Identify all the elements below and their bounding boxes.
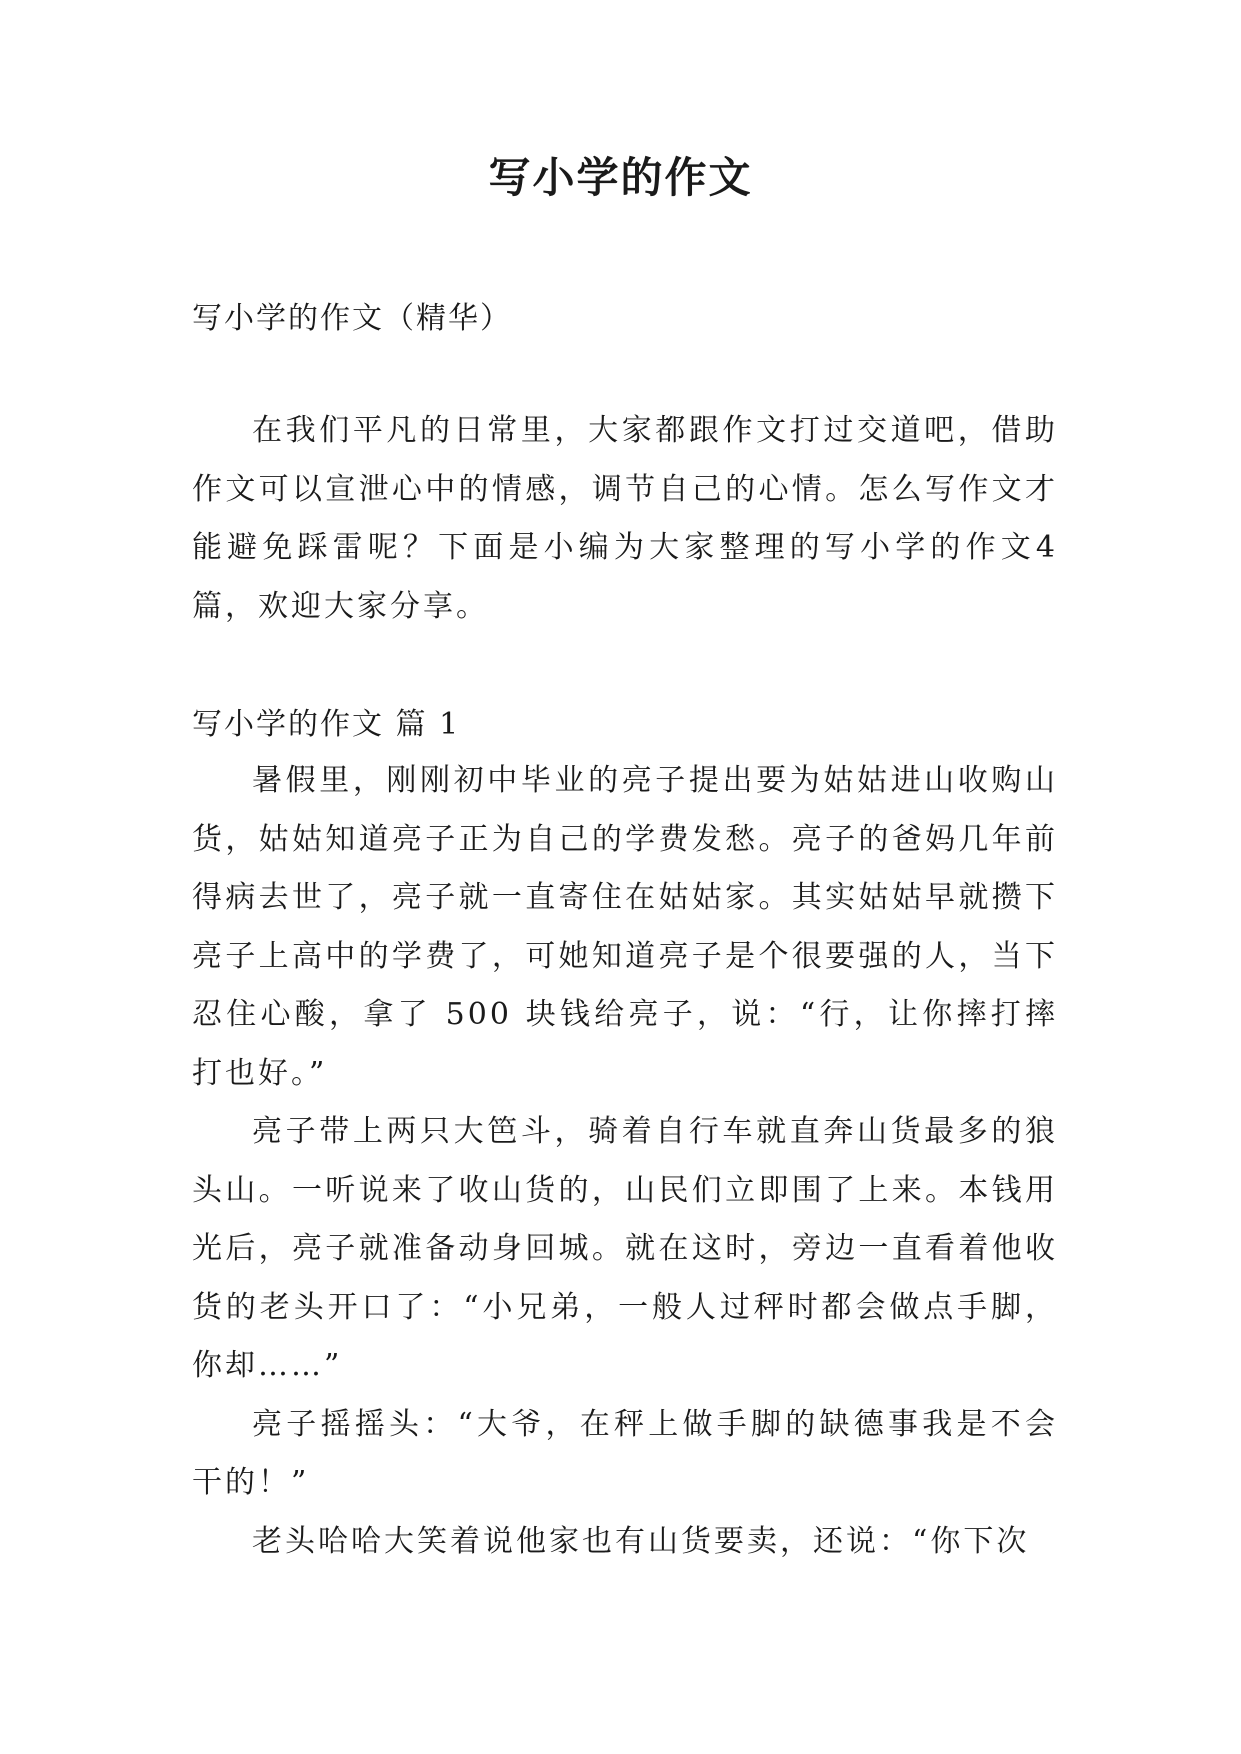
document-title: 写小学的作文 <box>488 153 753 202</box>
intro-paragraph: 在我们平凡的日常里，大家都跟作文打过交道吧，借助作文可以宣泄心中的情感，调节自己的心情。怎么写作文才能避免踩雷呢？下面是小编为大家整理的写小学的作文4篇，欢迎大家分享。 <box>192 413 1058 624</box>
intro-section <box>192 402 1058 636</box>
story-paragraph: 亮子摇摇头：“大爷，在秤上做手脚的缺德事我是不会干的！” <box>192 1406 1058 1500</box>
story-body <box>192 752 1058 1571</box>
story-paragraph: 暑假里，刚刚初中毕业的亮子提出要为姑姑进山收购山货，姑姑知道亮子正为自己的学费发愁。亮子的爸妈几年前得病去世了，亮子就一直寄住在姑姑家。其实姑姑早就攒下亮子上高中的学费了，可她知道亮子是个很要强的人，当下忍住心酸，拿了 500 块钱给亮子，说：“行，让你摔打摔打也好。” <box>192 763 1058 1091</box>
story-paragraph: 老头哈哈大笑着说他家也有山货要卖，还说：“你下次 <box>252 1523 1030 1559</box>
document-subtitle: 写小学的作文（精华） <box>192 301 512 336</box>
story-paragraph: 亮子带上两只大笆斗，骑着自行车就直奔山货最多的狼头山。一听说来了收山货的，山民们立即围了上来。本钱用光后，亮子就准备动身回城。就在这时，旁边一直看着他收货的老头开口了：“小兄弟，一般人过秤时都会做点手脚，你却……” <box>192 1114 1058 1383</box>
section-heading: 写小学的作文 篇 1 <box>192 707 461 742</box>
